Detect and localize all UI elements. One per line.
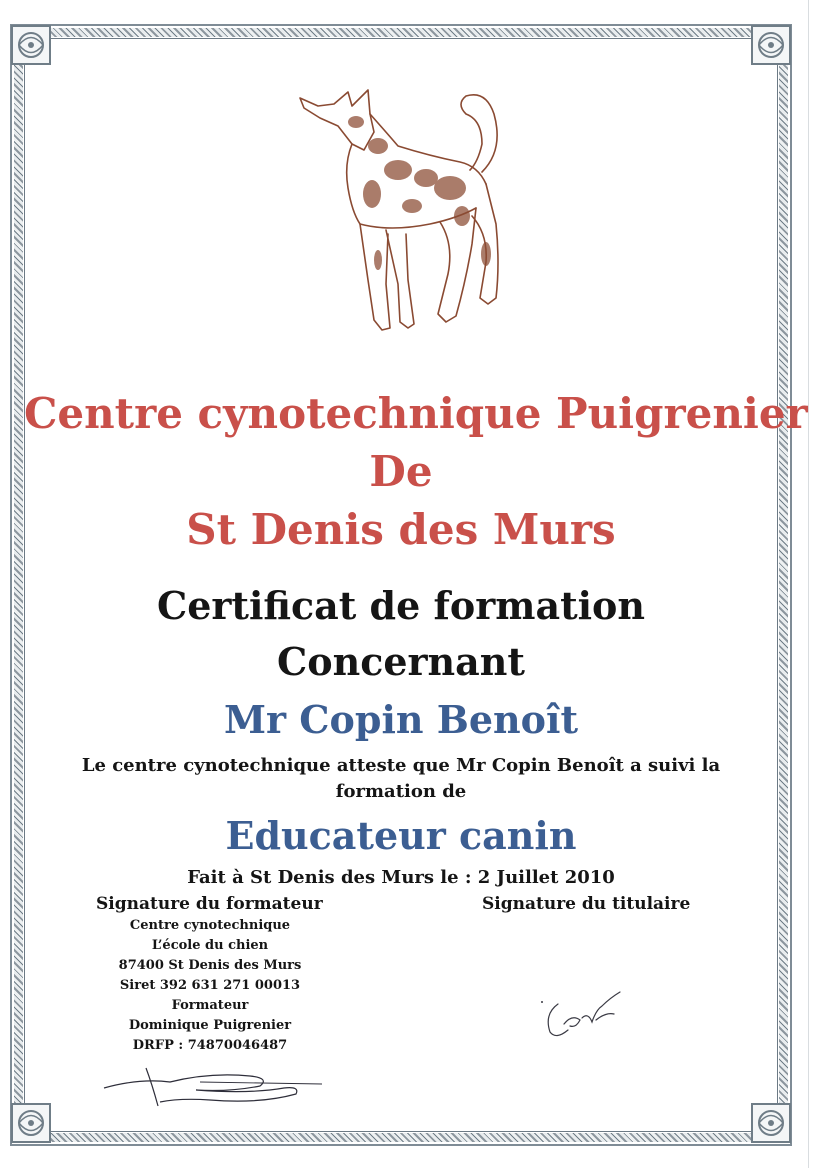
trainer-detail: DRFP : 74870046487 [132,1038,288,1053]
trainer-detail: Formateur [171,998,249,1013]
ornament-corner-icon [748,1100,794,1146]
trainer-signature-label: Signature du formateur [96,894,323,914]
trainer-detail: Centre cynotechnique [129,918,291,933]
ornament-corner-icon [8,22,54,68]
trainer-detail: Siret 392 631 271 00013 [119,978,301,993]
scan-edge [808,0,809,1168]
trainer-detail: Dominique Puigrenier [128,1018,292,1033]
course-name: Educateur canin [225,813,577,858]
statement-line-1: Le centre cynotechnique atteste que Mr Copin Benoît a suivi la [81,755,721,776]
holder-signature [536,984,636,1044]
recipient-name: Mr Copin Benoît [223,697,579,742]
certificate-title: Certificat de formation [156,583,646,628]
statement-line-2: formation de [335,781,467,802]
dog-illustration [290,84,520,336]
center-location: St Denis des Murs [186,505,616,554]
center-name-de: De [369,447,433,496]
ornament-corner-icon [8,1100,54,1146]
trainer-signature [100,1060,330,1110]
trainer-detail: 87400 St Denis des Murs [118,958,302,973]
trainer-detail: L’école du chien [151,938,269,953]
holder-signature-label: Signature du titulaire [482,894,691,914]
ornament-corner-icon [748,22,794,68]
center-name: Centre cynotechnique Puigrenier [24,389,808,438]
certificate-subtitle: Concernant [277,639,525,684]
place-date: Fait à St Denis des Murs le : 2 Juillet 2010 [187,867,615,888]
